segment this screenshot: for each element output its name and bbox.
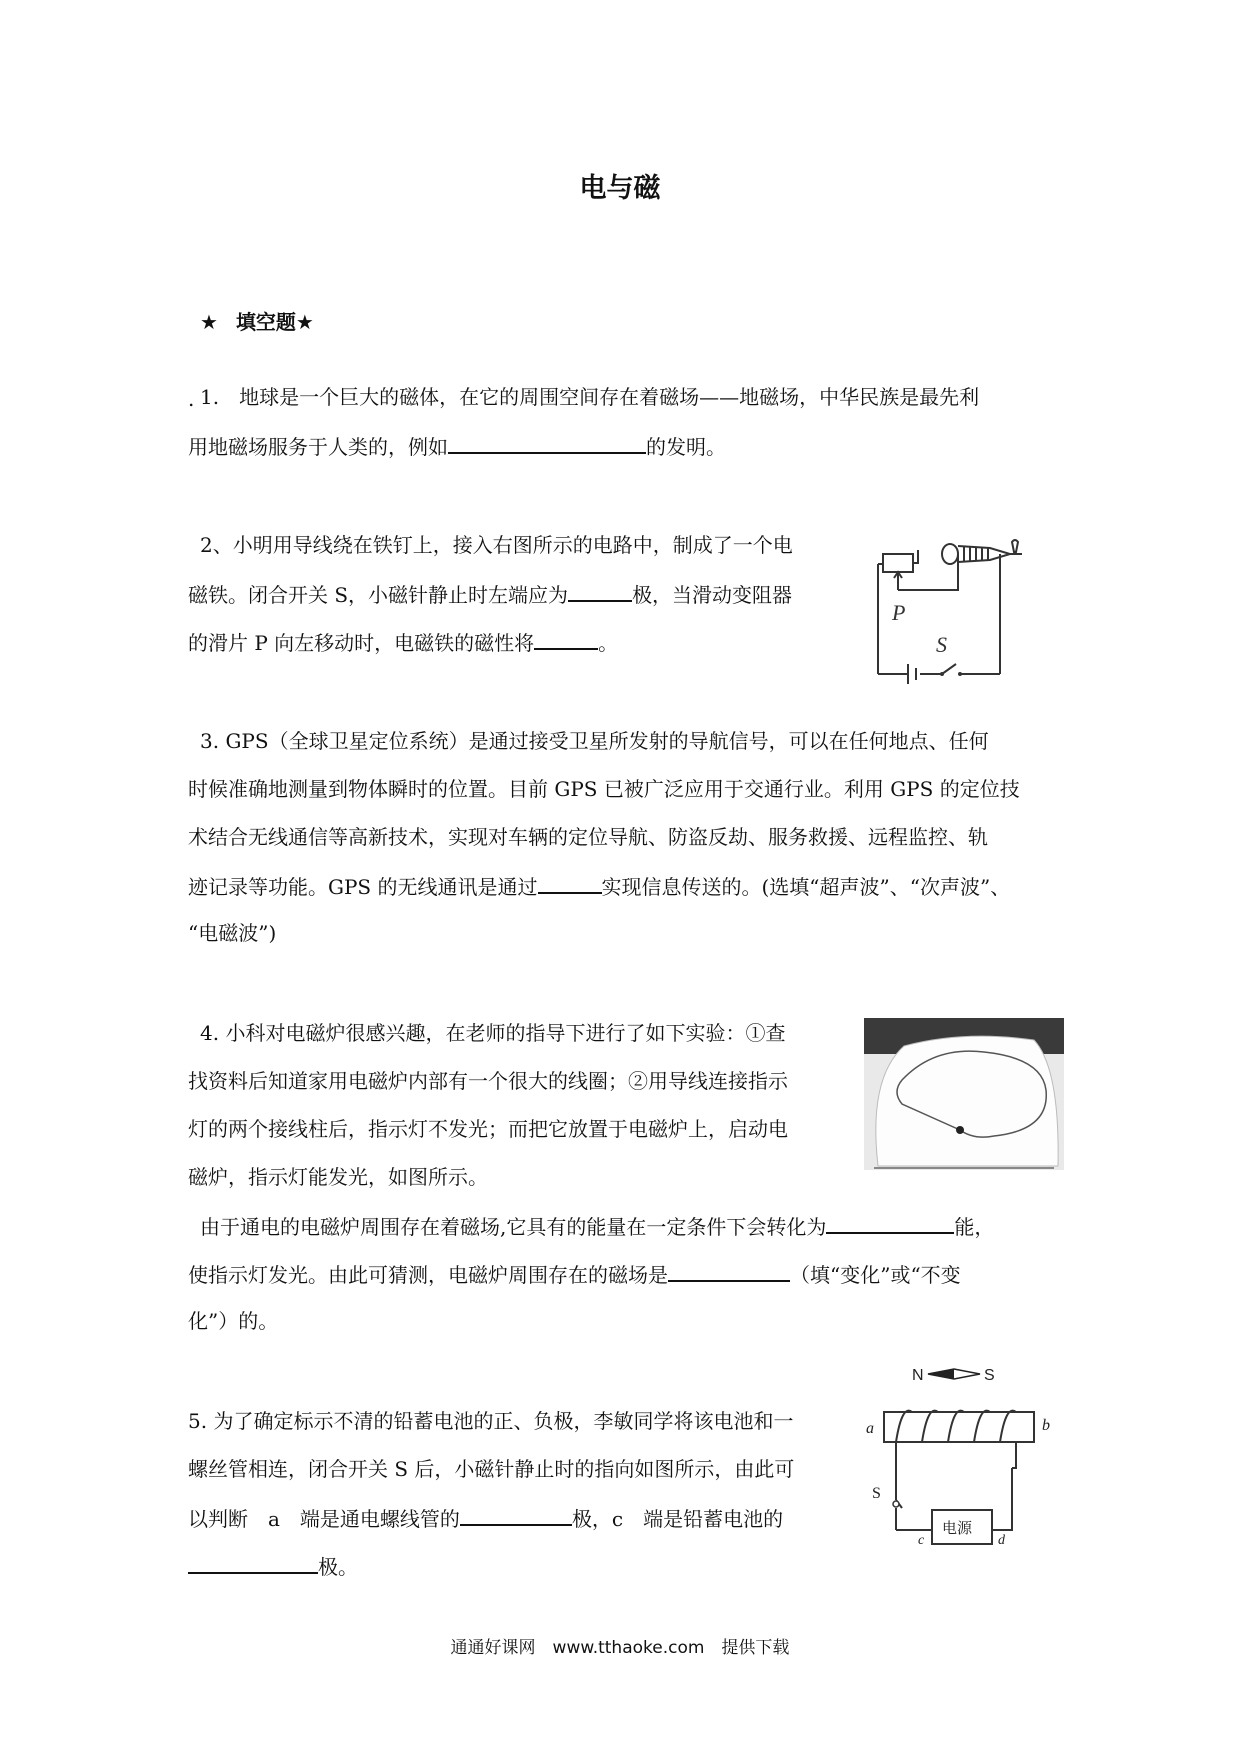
q4-line-2: 找资料后知道家用电磁炉内部有一个很大的线圈；②用导线连接指示 xyxy=(188,1069,788,1093)
q4-line-5 xyxy=(200,1210,994,1242)
q1-line-2 xyxy=(188,430,726,462)
q5-text-c: 极。 xyxy=(318,1555,358,1579)
q3-text-a: 迹记录等功能。GPS 的无线通讯是通过 xyxy=(188,875,538,899)
q4-line-3: 灯的两个接线柱后，指示灯不发光；而把它放置于电磁炉上，启动电 xyxy=(188,1117,788,1141)
nail-head-icon xyxy=(942,544,958,564)
label-switch-s: S xyxy=(872,1485,881,1502)
compass-n-label: N xyxy=(912,1367,924,1384)
q2-line-1: 2、小明用导线绕在铁钉上，接入右图所示的电路中，制成了一个电 xyxy=(200,533,793,557)
q4-line-6 xyxy=(188,1258,961,1290)
label-p: P xyxy=(892,600,906,625)
rheostat-icon xyxy=(883,554,913,572)
q3-line-1: 3. GPS（全球卫星定位系统）是通过接受卫星所发射的导航信号，可以在任何地点、任何 xyxy=(200,729,989,753)
label-a: a xyxy=(866,1420,874,1437)
q5-answer-blank-1[interactable] xyxy=(460,1502,572,1526)
q5-text-b: 极，c 端是铅蓄电池的 xyxy=(571,1507,784,1531)
q2-answer-blank-2[interactable] xyxy=(534,626,598,650)
q3-line-5: “电磁波”) xyxy=(188,921,277,945)
compass-needle-icon xyxy=(1012,540,1018,552)
electromagnet-circuit-figure xyxy=(860,520,1080,688)
q3-answer-blank[interactable] xyxy=(538,870,602,894)
q1-marker: . xyxy=(188,387,195,411)
label-s: S xyxy=(936,632,947,657)
q5-line-1: 5. 为了确定标示不清的铅蓄电池的正、负极，李敏同学将该电池和一 xyxy=(188,1409,794,1433)
q1-text-a: 用地磁场服务于人类的，例如 xyxy=(188,435,448,459)
q2-answer-blank-1[interactable] xyxy=(568,578,632,602)
solenoid-core-icon xyxy=(884,1412,1034,1442)
q1-answer-blank[interactable] xyxy=(448,430,646,454)
q4-answer-blank-2[interactable] xyxy=(668,1258,790,1282)
q2-line-2 xyxy=(188,578,792,610)
switch-blade xyxy=(942,664,956,674)
q2-text-c: 的滑片 P 向左移动时，电磁铁的磁性将 xyxy=(188,631,535,655)
label-c: c xyxy=(918,1533,925,1548)
q5-answer-blank-2[interactable] xyxy=(188,1550,318,1574)
q5-line-4 xyxy=(188,1550,358,1582)
solenoid-circuit-figure xyxy=(862,1358,1068,1554)
q3-line-2: 时候准确地测量到物体瞬时的位置。目前 GPS 已被广泛应用于交通行业。利用 GPS 的定位技 xyxy=(188,777,1020,801)
q2-text-b: 极，当滑动变阻器 xyxy=(632,583,793,607)
q4-text-a: 由于通电的电磁炉周围存在着磁场,它具有的能量在一定条件下会转化为 xyxy=(200,1215,827,1239)
q4-line-7: 化”）的。 xyxy=(188,1309,279,1333)
page-footer: 通通好课网 www.tthaoke.com 提供下载 xyxy=(450,1638,790,1658)
q2-line-3 xyxy=(188,626,618,658)
q3-line-3: 术结合无线通信等高新技术，实现对车辆的定位导航、防盗反劫、服务救援、远程监控、轨 xyxy=(188,825,988,849)
q4-text-b: 能， xyxy=(954,1215,995,1239)
q3-line-4 xyxy=(188,870,1010,902)
compass-s-label: S xyxy=(984,1367,995,1384)
section-label: 填空题★ xyxy=(235,310,314,334)
q4-answer-blank-1[interactable] xyxy=(826,1210,954,1234)
q1-text-b: 的发明。 xyxy=(646,435,726,459)
q2-text-d: 。 xyxy=(598,631,619,655)
q4-line-4: 磁炉，指示灯能发光，如图所示。 xyxy=(188,1165,488,1189)
section-heading xyxy=(200,306,314,335)
q4-text-c: 使指示灯发光。由此可猜测，电磁炉周围存在的磁场是 xyxy=(188,1263,668,1287)
star-icon: ★ xyxy=(200,310,218,334)
indicator-lamp-icon xyxy=(956,1126,964,1134)
page-title: 电与磁 xyxy=(579,173,661,204)
q2-text-a: 磁铁。闭合开关 S，小磁针静止时左端应为 xyxy=(188,583,569,607)
q5-line-3 xyxy=(188,1502,783,1534)
q5-text-a: 以判断 a 端是通电螺线管的 xyxy=(188,1507,460,1531)
induction-cooker-photo xyxy=(864,1018,1064,1170)
label-b: b xyxy=(1042,1417,1050,1434)
q5-line-2: 螺丝管相连，闭合开关 S 后，小磁针静止时的指向如图所示，由此可 xyxy=(188,1457,795,1481)
q1-line-1: 1. 地球是一个巨大的磁体，在它的周围空间存在着磁场——地磁场，中华民族是最先利 xyxy=(200,385,980,409)
battery-label: 电源 xyxy=(942,1519,973,1537)
q3-text-b: 实现信息传送的。(选填“超声波”、“次声波”、 xyxy=(601,875,1011,899)
q4-text-d: （填“变化”或“不变 xyxy=(790,1263,961,1287)
label-d: d xyxy=(998,1533,1005,1548)
q4-line-1: 4. 小科对电磁炉很感兴趣，在老师的指导下进行了如下实验：①查 xyxy=(200,1021,786,1045)
